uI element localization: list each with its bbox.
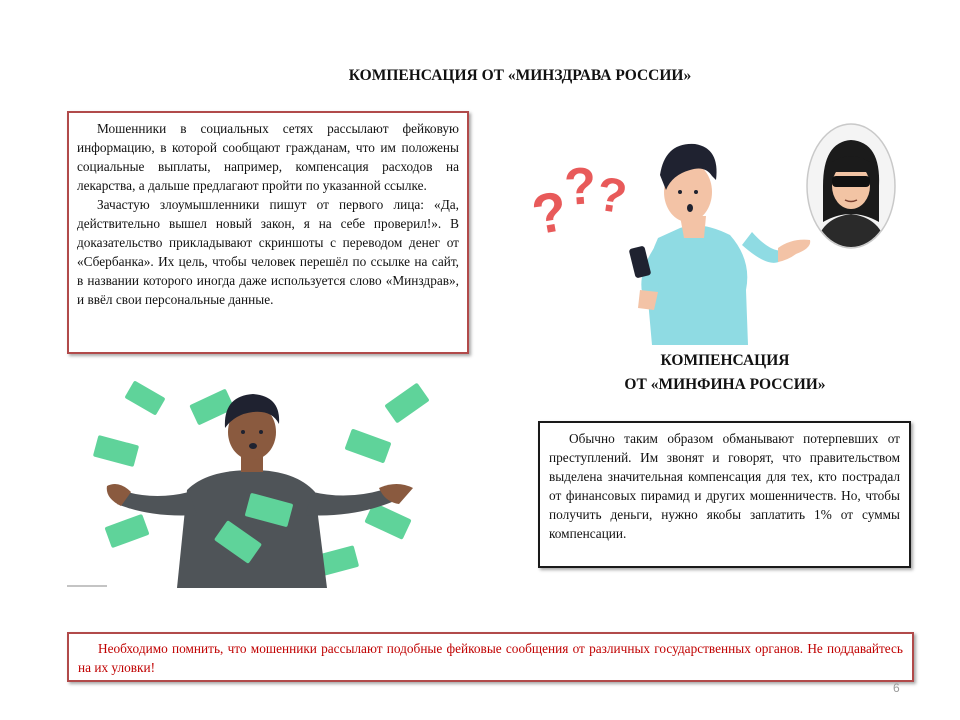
minfin-heading — [590, 349, 860, 397]
minfin-paragraph-1: Обычно таким образом обманывают потерпевших от преступлений. Им звонят и говорят, что правительством выделена значительная компенсация для тех, кто пострадал от финансовых пирамид и других мошенничеств. Но, чтобы получить деньги, нужно якобы заплатить 1% от суммы компенсации. — [549, 431, 900, 541]
money-woman-illustration — [67, 380, 437, 588]
warning-text: Необходимо помнить, что мошенники рассылают подобные фейковые сообщения от различных государственных органов. Не поддавайтесь на их уловки! — [78, 641, 903, 675]
minfin-heading-line-2: ОТ «МИНФИНА РОССИИ» — [624, 376, 826, 394]
minzdrav-paragraph-1: Мошенники в социальных сетях рассылают фейковую информацию, в которой сообщают гражданам, что им положены социальные выплаты, например, компенсация расходов на лекарства, а дальше предлагают пройти по указанной ссылке. — [77, 121, 459, 193]
page-number: 6 — [893, 681, 900, 695]
phone-man-illustration — [520, 120, 820, 345]
svg-text:?: ? — [562, 156, 599, 218]
minfin-heading-line-1: КОМПЕНСАЦИЯ — [660, 352, 790, 369]
minzdrav-paragraph-2: Зачастую злоумышленники пишут от первого лица: «Да, действительно вышел новый закон, я на себе проверил!». В доказательство прикладывают скриншоты с переводом денег от «Сбербанка». Их цель, чтобы человек перешёл по ссылке на сайт, в названии которого иногда даже используется слово «Минздрав», и ввёл свои персональные данные. — [77, 197, 459, 307]
minfin-info-box — [538, 421, 911, 568]
warning-box — [67, 632, 914, 682]
scammer-icon — [805, 122, 897, 250]
svg-text:?: ? — [527, 178, 572, 247]
svg-text:?: ? — [593, 167, 630, 225]
page-title: КОМПЕНСАЦИЯ ОТ «МИНЗДРАВА РОССИИ» — [348, 67, 692, 84]
minzdrav-info-box — [67, 111, 469, 354]
question-marks-icon — [527, 157, 630, 247]
